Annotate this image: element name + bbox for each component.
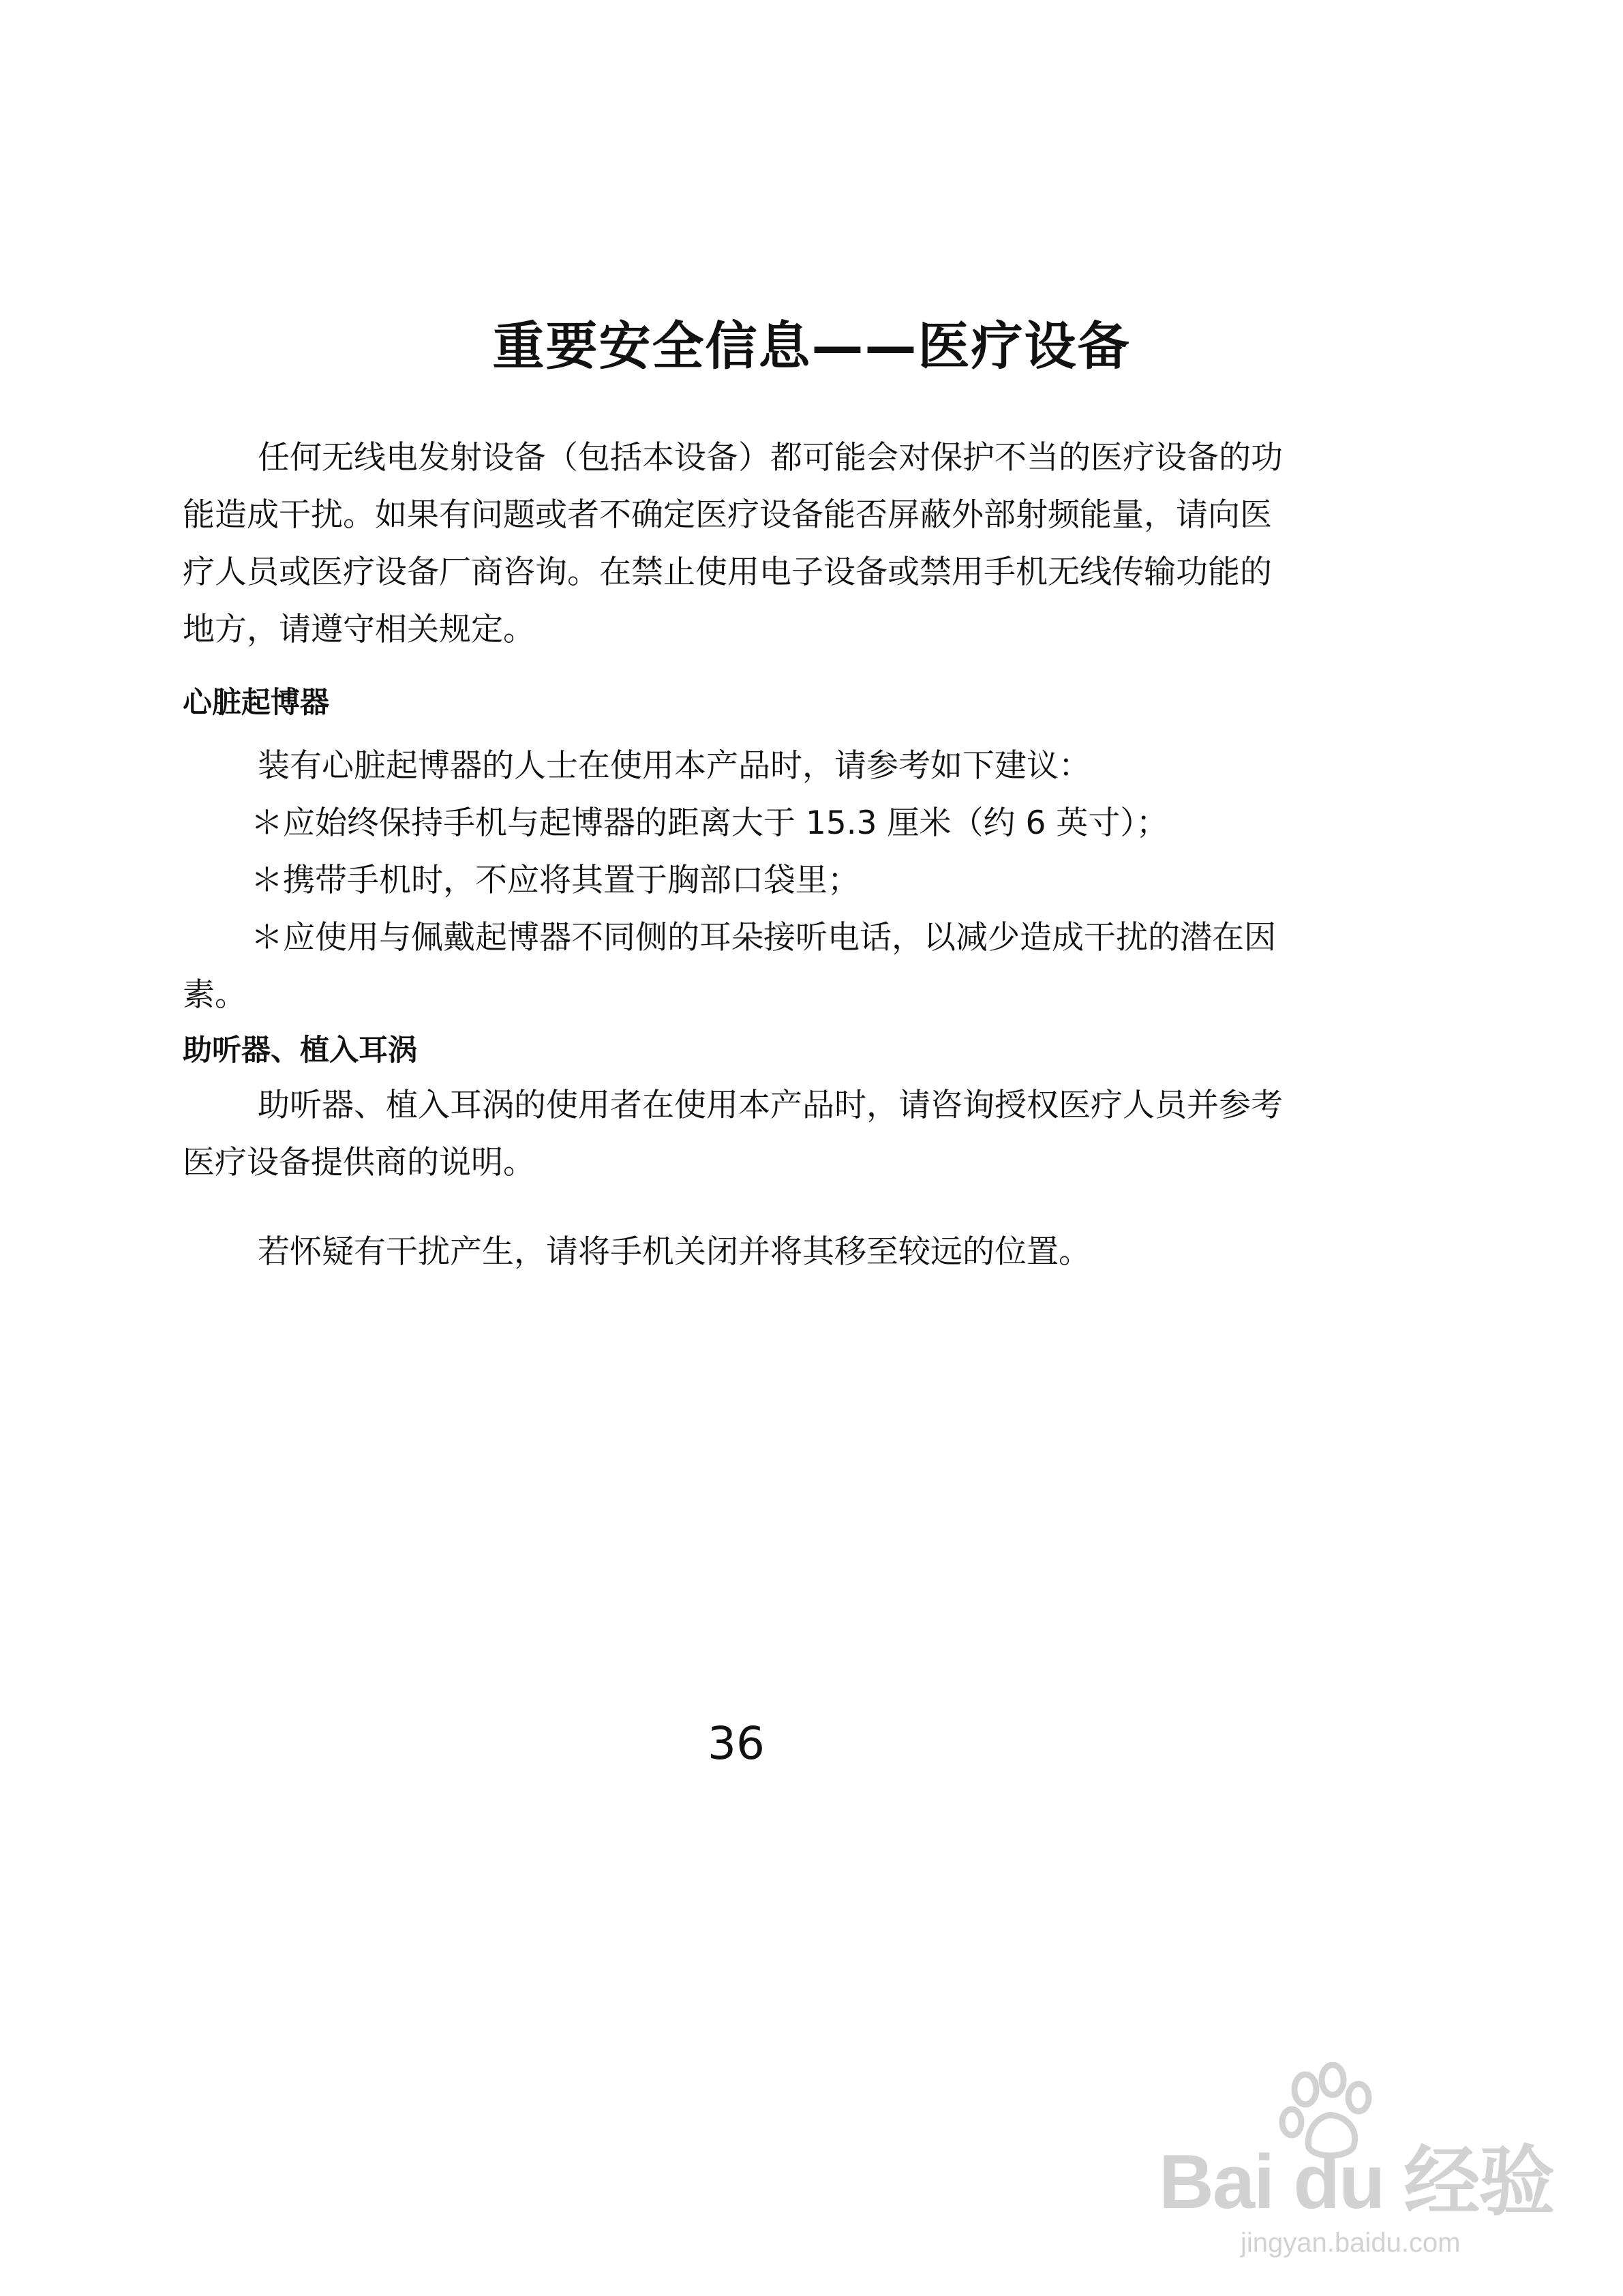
closing-paragraph <box>183 1224 1301 1281</box>
page-title: 重要安全信息——医疗设备 <box>492 316 1131 376</box>
intro-text: 任何无线电发射设备（包括本设备）都可能会对保护不当的医疗设备的功能造成干扰。如果有问题或者不确定医疗设备能否屏蔽外部射频能量，请向医疗人员或医疗设备厂商咨询。在禁止使用电子设备或禁用手机无线传输功能的地方，请遵守相关规定。 <box>183 439 1283 648</box>
watermark-url: jingyan.baidu.com <box>1241 2228 1461 2258</box>
pacemaker-bullet: ＊应使用与佩戴起博器不同侧的耳朵接听电话，以减少造成干扰的潜在因素。 <box>183 919 1276 1014</box>
pacemaker-intro: 装有心脏起博器的人士在使用本产品时，请参考如下建议： <box>258 747 1091 785</box>
hearing-aid-section <box>183 1077 1301 1192</box>
page-number: 36 <box>708 1717 765 1770</box>
baidu-jingyan-watermark <box>1159 2062 1554 2267</box>
intro-paragraph <box>183 429 1301 659</box>
pacemaker-section <box>183 738 1301 1024</box>
pacemaker-bullet: ＊携带手机时，不应将其置于胸部口袋里； <box>251 862 860 899</box>
hearing-aid-heading: 助听器、植入耳涡 <box>183 1033 417 1068</box>
hearing-aid-text: 助听器、植入耳涡的使用者在使用本产品时，请咨询授权医疗人员并参考医疗设备提供商的说明。 <box>183 1087 1283 1181</box>
closing-text: 若怀疑有干扰产生，请将手机关闭并将其移至较远的位置。 <box>258 1233 1091 1271</box>
pacemaker-heading: 心脏起博器 <box>183 686 329 720</box>
pacemaker-bullet: ＊应始终保持手机与起博器的距离大于 15.3 厘米（约 6 英寸）； <box>251 804 1168 842</box>
watermark-logo-text: Bai du 经验 <box>1159 2139 1554 2224</box>
